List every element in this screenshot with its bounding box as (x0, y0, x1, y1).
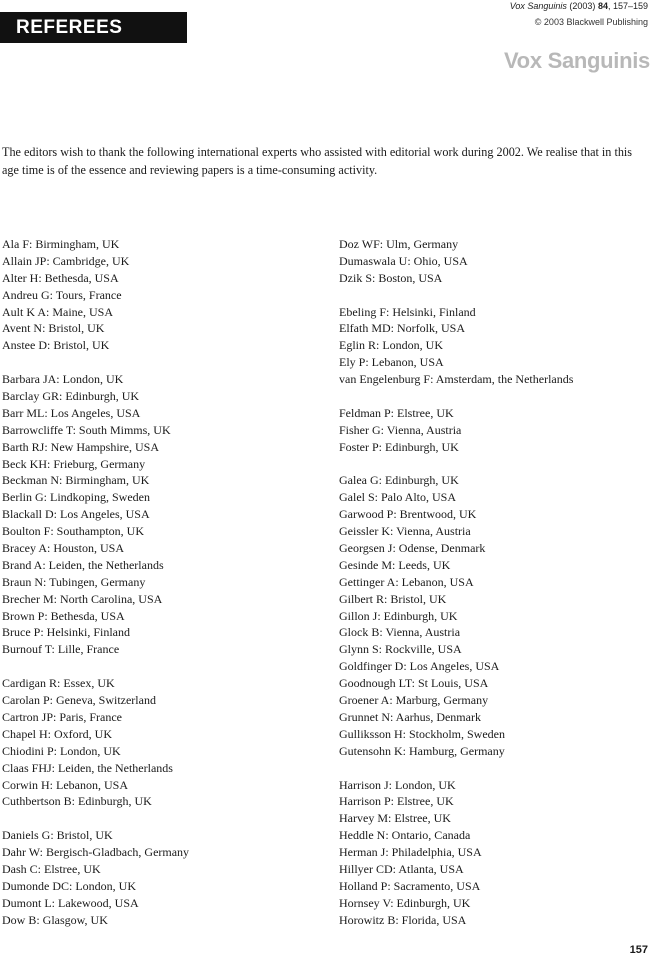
referee-entry: Andreu G: Tours, France (2, 287, 122, 302)
referee-entry: Avent N: Bristol, UK (2, 321, 105, 336)
referee-entry: Braun N: Tubingen, Germany (2, 574, 146, 589)
referee-entry: Garwood P: Brentwood, UK (339, 507, 477, 522)
group-spacer (2, 810, 332, 827)
referee-entry: Cartron JP: Paris, France (2, 709, 122, 724)
referee-entry: Beckman N: Birmingham, UK (2, 473, 150, 488)
referee-entry: Georgsen J: Odense, Denmark (339, 541, 486, 556)
referee-list-left (2, 236, 332, 929)
referee-entry: Barbara JA: London, UK (2, 372, 124, 387)
referee-entry: Groener A: Marburg, Germany (339, 693, 489, 708)
intro-paragraph: The editors wish to thank the following international experts who assisted with editorial work during 2002. We realise that in this age time is of the essence and reviewing papers is a time-consuming activity. (2, 145, 633, 177)
referee-entry: Daniels G: Bristol, UK (2, 828, 113, 843)
referee-entry: Geissler K: Vienna, Austria (339, 524, 471, 539)
referee-entry: Gutensohn K: Hamburg, Germany (339, 743, 505, 758)
referee-entry: Barr ML: Los Angeles, USA (2, 405, 141, 420)
referee-entry: Heddle N: Ontario, Canada (339, 828, 471, 843)
referee-entry: Elfath MD: Norfolk, USA (339, 321, 465, 336)
referee-entry: Ebeling F: Helsinki, Finland (339, 304, 476, 319)
page-number: 157 (629, 944, 648, 956)
referee-entry: Gettinger A: Lebanon, USA (339, 574, 474, 589)
referee-entry: Carolan P: Geneva, Switzerland (2, 693, 156, 708)
referee-entry: Chiodini P: London, UK (2, 743, 121, 758)
referee-entry: Dumaswala U: Ohio, USA (339, 253, 468, 268)
referee-entry: Glock B: Vienna, Austria (339, 625, 461, 640)
group-spacer (339, 760, 650, 777)
referee-entry: Bruce P: Helsinki, Finland (2, 625, 130, 640)
referee-entry: Barth RJ: New Hampshire, USA (2, 439, 159, 454)
referee-entry: Brecher M: North Carolina, USA (2, 591, 163, 606)
referee-entry: Herman J: Philadelphia, USA (339, 845, 482, 860)
referee-entry: Fisher G: Vienna, Austria (339, 422, 462, 437)
referee-entry: Bracey A: Houston, USA (2, 541, 124, 556)
referee-list-right (339, 236, 650, 929)
group-spacer (339, 287, 650, 304)
citation-volume: 84 (597, 1, 608, 11)
referee-entry: Alter H: Bethesda, USA (2, 270, 119, 285)
journal-citation (510, 1, 648, 11)
referee-entry: Cuthbertson B: Edinburgh, UK (2, 794, 152, 809)
referee-entry: Boulton F: Southampton, UK (2, 524, 145, 539)
referee-entry: Eglin R: London, UK (339, 338, 443, 353)
referee-entry: Gillon J: Edinburgh, UK (339, 608, 458, 623)
referee-entry: Goldfinger D: Los Angeles, USA (339, 659, 500, 674)
group-spacer (2, 354, 332, 371)
referee-entry: Allain JP: Cambridge, UK (2, 253, 130, 268)
referee-entry: Anstee D: Bristol, UK (2, 338, 110, 353)
referee-entry: Dash C: Elstree, UK (2, 861, 101, 876)
referee-entry: Barrowcliffe T: South Mimms, UK (2, 422, 171, 437)
referee-entry: Dahr W: Bergisch-Gladbach, Germany (2, 845, 190, 860)
copyright-notice: © 2003 Blackwell Publishing (534, 17, 648, 27)
referee-entry: Ala F: Birmingham, UK (2, 237, 120, 251)
referee-entry: Hillyer CD: Atlanta, USA (339, 861, 464, 876)
referee-entry: Harrison J: London, UK (339, 777, 456, 792)
referee-entry: Dzik S: Boston, USA (339, 270, 443, 285)
referee-entry: Holland P: Sacramento, USA (339, 878, 481, 893)
group-spacer (339, 456, 650, 473)
referee-entry: Gulliksson H: Stockholm, Sweden (339, 726, 506, 741)
group-spacer (339, 388, 650, 405)
referee-entry: Hornsey V: Edinburgh, UK (339, 895, 471, 910)
section-label: REFEREES (0, 12, 187, 43)
referee-entry: Galea G: Edinburgh, UK (339, 473, 459, 488)
referee-entry: Dumont L: Lakewood, USA (2, 895, 139, 910)
group-spacer (2, 658, 332, 675)
referee-entry: Ault K A: Maine, USA (2, 304, 113, 319)
referee-entry: Feldman P: Elstree, UK (339, 405, 454, 420)
referee-entry: van Engelenburg F: Amsterdam, the Netherlands (339, 372, 574, 387)
referee-entry: Gilbert R: Bristol, UK (339, 591, 447, 606)
referee-entry: Horowitz B: Florida, USA (339, 912, 467, 927)
referee-entry: Foster P: Edinburgh, UK (339, 439, 459, 454)
citation-pages: , 157–159 (607, 1, 648, 11)
journal-logo: Vox Sanguinis (503, 48, 650, 73)
referee-entry: Blackall D: Los Angeles, USA (2, 507, 150, 522)
referee-entry: Claas FHJ: Leiden, the Netherlands (2, 760, 173, 775)
referee-entry: Gesinde M: Leeds, UK (339, 557, 451, 572)
referee-entry: Dow B: Glasgow, UK (2, 912, 108, 927)
citation-year: (2003) (566, 1, 598, 11)
referee-entry: Glynn S: Rockville, USA (339, 642, 462, 657)
referee-entry: Goodnough LT: St Louis, USA (339, 676, 489, 691)
referee-entry: Barclay GR: Edinburgh, UK (2, 389, 140, 404)
referee-entry: Brand A: Leiden, the Netherlands (2, 557, 164, 572)
referee-entry: Galel S: Palo Alto, USA (339, 490, 457, 505)
referee-entry: Brown P: Bethesda, USA (2, 608, 125, 623)
referee-entry: Cardigan R: Essex, UK (2, 676, 115, 691)
referee-entry: Ely P: Lebanon, USA (339, 355, 444, 370)
referee-entry: Dumonde DC: London, UK (2, 878, 136, 893)
referee-entry: Harvey M: Elstree, UK (339, 811, 451, 826)
referee-entry: Burnouf T: Lille, France (2, 642, 120, 657)
referee-entry: Beck KH: Frieburg, Germany (2, 456, 146, 471)
referee-entry: Doz WF: Ulm, Germany (339, 237, 459, 251)
referee-entry: Berlin G: Lindkoping, Sweden (2, 490, 150, 505)
referee-entry: Grunnet N: Aarhus, Denmark (339, 709, 481, 724)
referee-entry: Harrison P: Elstree, UK (339, 794, 454, 809)
referee-entry: Corwin H: Lebanon, USA (2, 777, 128, 792)
citation-journal: Vox Sanguinis (509, 1, 567, 11)
referee-entry: Chapel H: Oxford, UK (2, 726, 112, 741)
